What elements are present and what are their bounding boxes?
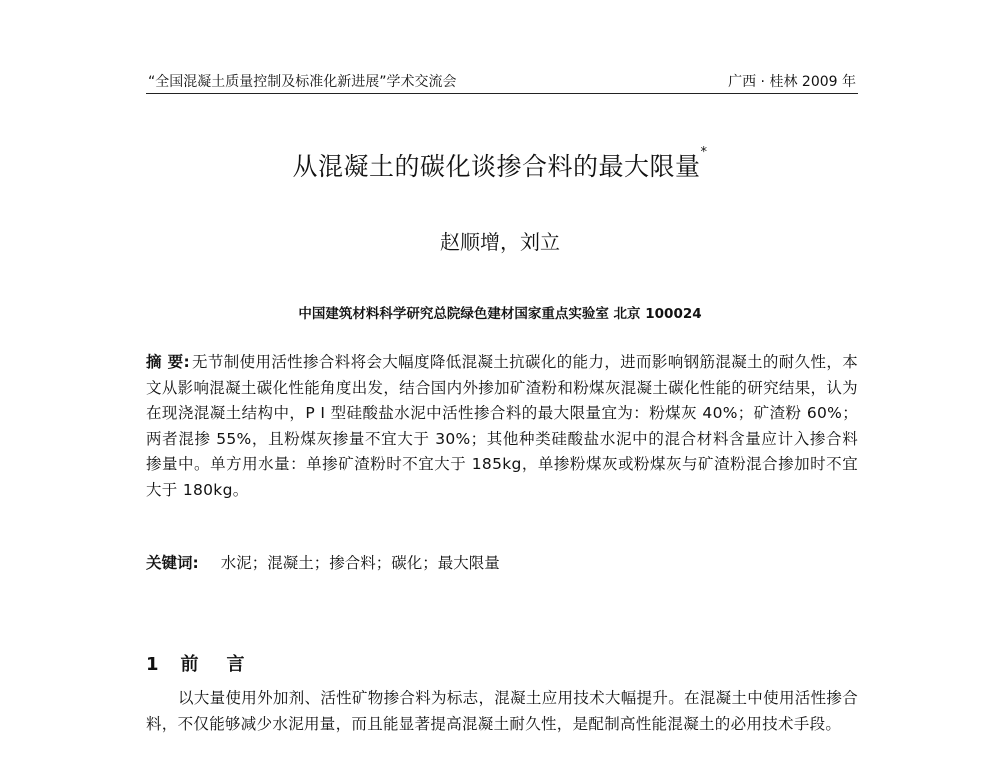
abstract (146, 350, 858, 503)
running-header (146, 71, 858, 94)
paper-title-text: 从混凝土的碳化谈掺合料的最大限量 (292, 152, 701, 181)
paper-title (0, 147, 1000, 183)
section-heading (146, 650, 273, 676)
abstract-text: 无节制使用活性掺合料将会大幅度降低混凝土抗碳化的能力，进而影响钢筋混凝土的耐久性，本文从影响混凝土碳化性能角度出发，结合国内外掺加矿渣粉和粉煤灰混凝土碳化性能的研究结果，认为在现浇混凝土结构中，P I 型硅酸盐水泥中活性掺合料的最大限量宜为：粉煤灰 40%；矿渣粉 60%；两者混掺 55%，且粉煤灰掺量不宜大于 30%；其他种类硅酸盐水泥中的混合材料含量应计入掺合料掺量中。单方用水量：单掺矿渣粉时不宜大于 185kg，单掺粉煤灰或粉煤灰与矿渣粉混合掺加时不宜大于 180kg。 (146, 353, 858, 499)
section-title: 前言 (180, 654, 273, 675)
keywords (146, 551, 858, 573)
conference-location-year: 广西 · 桂林 2009 年 (728, 74, 856, 90)
keywords-text: 水泥；混凝土；掺合料；碳化；最大限量 (220, 554, 500, 572)
title-footnote-mark: * (700, 145, 708, 160)
section-number: 1 (146, 654, 159, 675)
intro-paragraph: 以大量使用外加剂、活性矿物掺合料为标志，混凝土应用技术大幅提升。在混凝土中使用活性掺合料，不仅能够减少水泥用量，而且能显著提高混凝土耐久性，是配制高性能混凝土的必用技术手段。 (146, 689, 858, 733)
keywords-label: 关键词: (146, 554, 199, 572)
abstract-label: 摘 要: (146, 353, 190, 371)
author-affiliation: 中国建筑材料科学研究总院绿色建材国家重点实验室 北京 100024 (298, 306, 702, 322)
paper-authors: 赵顺增，刘立 (440, 230, 560, 254)
conference-name: “全国混凝土质量控制及标准化新进展”学术交流会 (148, 74, 457, 90)
